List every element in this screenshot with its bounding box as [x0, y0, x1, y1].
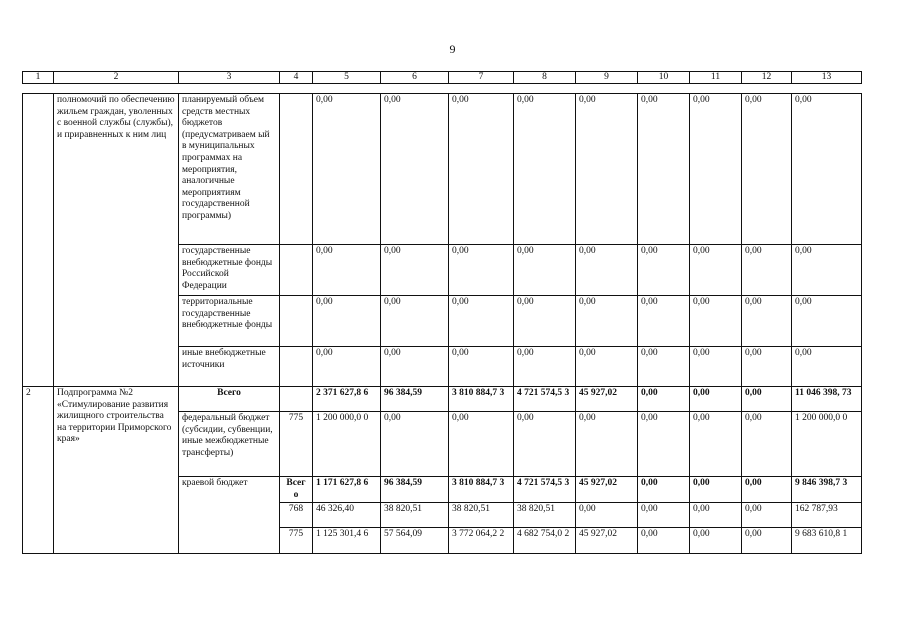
- table-row: [23, 94, 862, 245]
- value-cell: 0,00: [742, 503, 792, 528]
- value-cell: 0,00: [514, 347, 576, 387]
- budget-code-cell: 775: [280, 412, 313, 477]
- value-cell: 46 326,40: [313, 503, 381, 528]
- value-cell: 1 125 301,4 6: [313, 528, 381, 554]
- value-cell: 0,00: [381, 245, 449, 296]
- value-cell: 0,00: [381, 94, 449, 245]
- header-cell: 9: [576, 72, 638, 84]
- value-cell: 0,00: [792, 347, 862, 387]
- header-cell: 10: [638, 72, 690, 84]
- funding-source: краевой бюджет: [179, 477, 280, 554]
- value-cell: 0,00: [690, 94, 742, 245]
- value-cell: 0,00: [742, 477, 792, 503]
- measure-description: полномочий по обеспечению жильем граждан, уволенных с военной службы (службы), и приравненных к ним лиц: [54, 94, 179, 387]
- value-cell: 0,00: [313, 94, 381, 245]
- value-cell: 1 200 000,0 0: [313, 412, 381, 477]
- table-row: [23, 387, 862, 412]
- value-cell: 0,00: [690, 347, 742, 387]
- value-cell: 1 171 627,8 6: [313, 477, 381, 503]
- value-cell: 3 810 884,7 3: [449, 477, 514, 503]
- value-cell: 4 721 574,5 3: [514, 387, 576, 412]
- value-cell: 0,00: [742, 296, 792, 347]
- value-cell: 0,00: [690, 503, 742, 528]
- value-cell: 0,00: [449, 347, 514, 387]
- value-cell: 0,00: [742, 387, 792, 412]
- value-cell: 0,00: [638, 347, 690, 387]
- funding-source-total: Всего: [179, 387, 280, 412]
- value-cell: 0,00: [690, 387, 742, 412]
- value-cell: 3 810 884,7 3: [449, 387, 514, 412]
- column-header-table: [22, 71, 862, 84]
- header-cell: 5: [313, 72, 381, 84]
- value-cell: 9 846 398,7 3: [792, 477, 862, 503]
- value-cell: 0,00: [576, 94, 638, 245]
- header-cell: 3: [179, 72, 280, 84]
- value-cell: 0,00: [742, 528, 792, 554]
- value-cell: 0,00: [742, 245, 792, 296]
- value-cell: 45 927,02: [576, 477, 638, 503]
- budget-code-cell: [280, 296, 313, 347]
- funding-source: территориальные государственные внебюджетные фонды: [179, 296, 280, 347]
- value-cell: 0,00: [381, 347, 449, 387]
- value-cell: 162 787,93: [792, 503, 862, 528]
- header-cell: 7: [449, 72, 514, 84]
- value-cell: 0,00: [576, 412, 638, 477]
- value-cell: 57 564,09: [381, 528, 449, 554]
- value-cell: 0,00: [514, 94, 576, 245]
- budget-code-cell: [280, 245, 313, 296]
- header-row: [23, 72, 862, 84]
- funding-source: федеральный бюджет (субсидии, субвенции, иные межбюджетные трансферты): [179, 412, 280, 477]
- value-cell: 0,00: [514, 412, 576, 477]
- budget-code-cell: [280, 347, 313, 387]
- value-cell: 0,00: [690, 245, 742, 296]
- value-cell: 38 820,51: [449, 503, 514, 528]
- value-cell: 0,00: [742, 347, 792, 387]
- header-cell: 8: [514, 72, 576, 84]
- header-cell: 4: [280, 72, 313, 84]
- value-cell: 38 820,51: [514, 503, 576, 528]
- value-cell: 0,00: [638, 503, 690, 528]
- header-cell: 12: [742, 72, 792, 84]
- funding-table: [22, 93, 862, 554]
- header-cell: 13: [792, 72, 862, 84]
- row-number-cell: 2: [23, 387, 54, 554]
- value-cell: 2 371 627,8 6: [313, 387, 381, 412]
- budget-code-cell: [280, 387, 313, 412]
- value-cell: 0,00: [792, 296, 862, 347]
- budget-code-cell: 775: [280, 528, 313, 554]
- header-cell: 2: [54, 72, 179, 84]
- value-cell: 0,00: [690, 528, 742, 554]
- value-cell: 0,00: [690, 477, 742, 503]
- value-cell: 0,00: [638, 412, 690, 477]
- budget-code-cell: [280, 94, 313, 245]
- value-cell: 0,00: [381, 296, 449, 347]
- budget-code-cell: Всег о: [280, 477, 313, 503]
- value-cell: 0,00: [690, 412, 742, 477]
- page-number: 9: [449, 42, 456, 56]
- value-cell: 1 200 000,0 0: [792, 412, 862, 477]
- value-cell: 4 721 574,5 3: [514, 477, 576, 503]
- value-cell: 96 384,59: [381, 387, 449, 412]
- budget-code-cell: 768: [280, 503, 313, 528]
- header-cell: 6: [381, 72, 449, 84]
- value-cell: 0,00: [514, 245, 576, 296]
- subprogram-title: Подпрограмма №2 «Стимулирование развития жилищного строительства на территории Приморского края»: [54, 387, 179, 554]
- value-cell: 0,00: [742, 94, 792, 245]
- value-cell: 0,00: [742, 412, 792, 477]
- value-cell: 0,00: [449, 296, 514, 347]
- value-cell: 0,00: [449, 412, 514, 477]
- funding-source: иные внебюджетные источники: [179, 347, 280, 387]
- value-cell: 0,00: [690, 296, 742, 347]
- header-cell: 11: [690, 72, 742, 84]
- value-cell: 0,00: [313, 245, 381, 296]
- value-cell: 0,00: [381, 412, 449, 477]
- value-cell: 4 682 754,0 2: [514, 528, 576, 554]
- value-cell: 45 927,02: [576, 387, 638, 412]
- value-cell: 0,00: [792, 94, 862, 245]
- value-cell: 0,00: [514, 296, 576, 347]
- funding-source: планируемый объем средств местных бюджетов (предусматриваем ый в муниципальных программах на мероприятия, аналогичные мероприятиям государственной программы): [179, 94, 280, 245]
- value-cell: 0,00: [638, 387, 690, 412]
- value-cell: 0,00: [576, 296, 638, 347]
- value-cell: 0,00: [638, 94, 690, 245]
- value-cell: 0,00: [792, 245, 862, 296]
- value-cell: 0,00: [576, 503, 638, 528]
- value-cell: 96 384,59: [381, 477, 449, 503]
- header-cell: 1: [23, 72, 54, 84]
- value-cell: 3 772 064,2 2: [449, 528, 514, 554]
- value-cell: 0,00: [449, 245, 514, 296]
- value-cell: 0,00: [638, 296, 690, 347]
- value-cell: 38 820,51: [381, 503, 449, 528]
- value-cell: 0,00: [638, 528, 690, 554]
- value-cell: 0,00: [313, 347, 381, 387]
- row-number-cell: [23, 94, 54, 387]
- value-cell: 45 927,02: [576, 528, 638, 554]
- funding-source: государственные внебюджетные фонды Российской Федерации: [179, 245, 280, 296]
- value-cell: 0,00: [449, 94, 514, 245]
- value-cell: 0,00: [313, 296, 381, 347]
- value-cell: 9 683 610,8 1: [792, 528, 862, 554]
- value-cell: 0,00: [576, 347, 638, 387]
- value-cell: 0,00: [638, 477, 690, 503]
- value-cell: 0,00: [638, 245, 690, 296]
- value-cell: 11 046 398, 73: [792, 387, 862, 412]
- value-cell: 0,00: [576, 245, 638, 296]
